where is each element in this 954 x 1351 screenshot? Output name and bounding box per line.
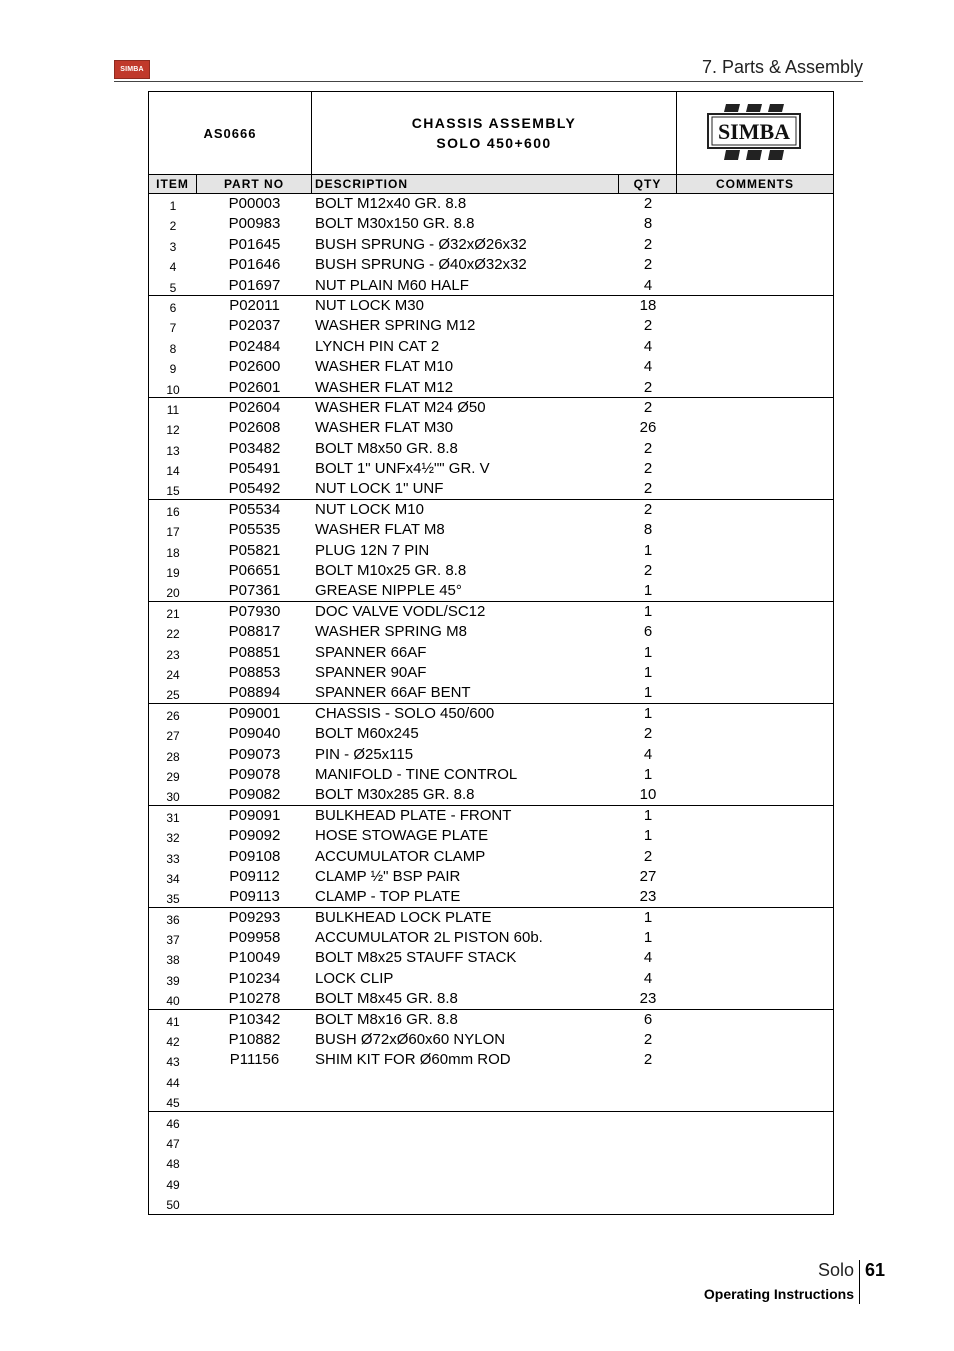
part-description: LOCK CLIP: [315, 969, 394, 987]
header-logo: [114, 60, 150, 79]
part-qty: 2: [643, 847, 653, 865]
column-header-part-no: PART NO: [197, 175, 312, 193]
table-row: [149, 969, 833, 989]
table-row: [149, 928, 833, 948]
table-row: [149, 500, 833, 520]
part-qty: 2: [643, 256, 653, 274]
part-description: NUT LOCK 1" UNF: [315, 480, 444, 498]
part-qty: 4: [643, 969, 653, 987]
part-number: P00983: [228, 215, 281, 233]
table-row: [149, 1112, 833, 1132]
table-row: [149, 622, 833, 642]
part-qty: 2: [643, 439, 653, 457]
item-number: 24: [166, 667, 180, 682]
part-qty: 1: [643, 806, 653, 824]
table-row: [149, 378, 833, 398]
item-number: 48: [166, 1157, 180, 1172]
part-qty: 1: [643, 582, 653, 600]
item-number: 45: [166, 1096, 180, 1111]
part-qty: 1: [643, 765, 653, 783]
table-row: [149, 541, 833, 561]
table-row: [149, 1050, 833, 1070]
item-number: 1: [169, 199, 177, 213]
simba-logo: [677, 92, 833, 174]
part-number: P09958: [228, 929, 281, 947]
table-row: [149, 214, 833, 234]
part-description: BOLT M30x150 GR. 8.8: [315, 215, 475, 233]
table-row: [149, 357, 833, 377]
part-number: P02037: [228, 317, 281, 335]
item-number: 25: [166, 688, 180, 703]
part-number: P01645: [228, 235, 281, 253]
part-number: P01646: [228, 256, 281, 274]
assembly-title: [312, 92, 677, 174]
part-description: BUSH Ø72xØ60x60 NYLON: [315, 1031, 506, 1049]
assembly-title-line2: SOLO 450+600: [436, 135, 552, 151]
item-number: 3: [169, 239, 177, 254]
header-divider: [114, 81, 863, 82]
part-qty: 23: [639, 888, 657, 906]
table-row: [149, 704, 833, 724]
part-number: P08817: [228, 623, 281, 641]
part-description: HOSE STOWAGE PLATE: [315, 827, 489, 845]
table-row: [149, 602, 833, 622]
part-description: SHIM KIT FOR Ø60mm ROD: [315, 1051, 511, 1069]
part-description: NUT LOCK M10: [315, 500, 424, 518]
table-row: [149, 806, 833, 826]
part-number: P09108: [228, 847, 281, 865]
part-qty: 2: [643, 378, 653, 396]
part-description: ACCUMULATOR 2L PISTON 60b.: [315, 929, 543, 947]
table-row: [149, 1091, 833, 1111]
part-description: BULKHEAD PLATE - FRONT: [315, 806, 512, 824]
part-description: WASHER FLAT M10: [315, 358, 454, 376]
table-row: [149, 459, 833, 479]
item-number: 7: [169, 321, 177, 336]
item-number: 49: [166, 1177, 180, 1192]
part-description: NUT LOCK M30: [315, 296, 424, 314]
part-number: P08851: [228, 643, 281, 661]
item-number: 15: [166, 484, 180, 499]
table-row: [149, 663, 833, 683]
part-description: LYNCH PIN CAT 2: [315, 337, 440, 355]
item-number: 37: [166, 933, 180, 948]
part-qty: 18: [639, 296, 657, 314]
assembly-title-line1: CHASSIS ASSEMBLY: [411, 115, 577, 131]
part-number: P10278: [228, 990, 281, 1008]
table-row: [149, 235, 833, 255]
table-row: [149, 643, 833, 663]
part-qty: 2: [643, 562, 653, 580]
part-number: P05535: [228, 521, 281, 539]
item-number: 19: [166, 566, 180, 581]
item-number: 2: [169, 219, 177, 234]
part-number: P08894: [228, 684, 281, 702]
table-row: [149, 194, 833, 214]
item-number: 47: [166, 1136, 180, 1151]
table-row: [149, 398, 833, 418]
part-qty: 1: [643, 663, 653, 681]
part-number: P09091: [228, 806, 281, 824]
table-body: [149, 194, 833, 1214]
part-description: BUSH SPRUNG - Ø40xØ32x32: [315, 256, 527, 274]
table-row: [149, 255, 833, 275]
item-number: 18: [166, 545, 180, 560]
part-number: P10049: [228, 949, 281, 967]
part-number: P09082: [228, 786, 281, 804]
item-number: 23: [166, 647, 180, 662]
table-row: [149, 276, 833, 296]
item-number: 30: [166, 790, 180, 805]
part-qty: 1: [643, 929, 653, 947]
part-description: WASHER FLAT M8: [315, 521, 445, 539]
part-qty: 8: [643, 215, 653, 233]
table-row: [149, 1010, 833, 1030]
part-description: SPANNER 66AF: [315, 643, 427, 661]
table-row: [149, 581, 833, 601]
part-qty: 4: [643, 358, 653, 376]
part-number: P07930: [228, 602, 281, 620]
part-number: P02608: [228, 419, 281, 437]
part-qty: 1: [643, 908, 653, 926]
item-number: 20: [166, 586, 180, 601]
part-description: WASHER FLAT M12: [315, 378, 454, 396]
part-description: BOLT M12x40 GR. 8.8: [315, 195, 467, 212]
part-number: P09112: [229, 867, 280, 885]
part-description: MANIFOLD - TINE CONTROL: [315, 765, 518, 783]
part-qty: 2: [643, 195, 653, 212]
part-qty: 23: [639, 990, 657, 1008]
part-number: P09073: [228, 745, 281, 763]
part-description: BOLT M8x45 GR. 8.8: [315, 990, 458, 1008]
part-qty: 4: [643, 949, 653, 967]
part-number: P09078: [228, 765, 281, 783]
part-qty: 1: [643, 704, 653, 722]
section-title: 7. Parts & Assembly: [701, 57, 863, 77]
item-number: 42: [166, 1035, 180, 1050]
part-description: BOLT M8x16 GR. 8.8: [315, 1010, 458, 1028]
part-description: BUSH SPRUNG - Ø32xØ26x32: [315, 235, 527, 253]
part-qty: 2: [643, 317, 653, 335]
part-description: SPANNER 90AF: [315, 663, 427, 681]
part-number: P05821: [228, 541, 281, 559]
part-description: BOLT 1" UNFx4½"" GR. V: [315, 460, 490, 478]
part-description: WASHER FLAT M24 Ø50: [315, 398, 486, 416]
table-row: [149, 1030, 833, 1050]
part-number: P02600: [228, 358, 281, 376]
table-row: [149, 867, 833, 887]
item-number: 31: [166, 810, 180, 825]
footer-divider: [859, 1260, 860, 1304]
part-number: P10882: [228, 1031, 281, 1049]
part-description: WASHER SPRING M8: [315, 623, 467, 641]
part-qty: 2: [643, 1051, 653, 1069]
table-row: [149, 765, 833, 785]
item-number: 12: [166, 423, 180, 438]
part-qty: 8: [643, 521, 653, 539]
parts-table: [148, 91, 834, 1215]
part-description: CLAMP - TOP PLATE: [315, 888, 461, 906]
table-row: [149, 724, 833, 744]
part-number: P09092: [228, 827, 281, 845]
part-number: P10342: [228, 1010, 281, 1028]
table-row: [149, 847, 833, 867]
part-qty: 6: [643, 623, 653, 641]
table-row: [149, 683, 833, 703]
page-number: 61: [865, 1260, 886, 1280]
part-number: P09040: [228, 725, 281, 743]
item-number: 29: [166, 769, 180, 784]
table-row: [149, 1193, 833, 1213]
item-number: 26: [166, 708, 180, 723]
column-header-description: DESCRIPTION: [312, 175, 619, 193]
part-description: NUT PLAIN M60 HALF: [315, 276, 469, 294]
part-number: P10234: [228, 969, 281, 987]
part-number: P06651: [228, 562, 281, 580]
item-number: 34: [166, 871, 180, 886]
item-number: 13: [166, 443, 180, 458]
table-row: [149, 316, 833, 336]
title-block: [149, 92, 833, 174]
part-number: P02484: [228, 337, 281, 355]
header-logo-text: SIMBA: [120, 66, 144, 73]
part-qty: 4: [643, 745, 653, 763]
part-number: P05491: [228, 460, 281, 478]
item-number: 22: [166, 627, 180, 642]
item-number: 36: [166, 912, 180, 927]
part-description: GREASE NIPPLE 45°: [315, 582, 462, 600]
table-row: [149, 887, 833, 907]
table-row: [149, 337, 833, 357]
part-number: P05534: [228, 500, 281, 518]
item-number: 40: [166, 994, 180, 1009]
item-number: 39: [166, 973, 180, 988]
column-header-comments: COMMENTS: [716, 177, 794, 191]
item-number: 11: [166, 402, 180, 417]
part-number: P09001: [228, 704, 281, 722]
table-row: [149, 296, 833, 316]
part-qty: 2: [643, 398, 653, 416]
simba-logo-graphic: [706, 102, 804, 164]
table-row: [149, 418, 833, 438]
part-qty: 27: [639, 867, 657, 885]
part-description: BOLT M10x25 GR. 8.8: [315, 562, 467, 580]
table-row: [149, 908, 833, 928]
part-number: P01697: [228, 276, 281, 294]
table-row: [149, 1071, 833, 1091]
simba-logo-text: SIMBA: [717, 119, 791, 144]
table-row: [149, 948, 833, 968]
part-qty: 2: [643, 480, 653, 498]
part-description: PLUG 12N 7 PIN: [315, 541, 430, 559]
part-qty: 2: [643, 725, 653, 743]
table-row: [149, 826, 833, 846]
part-number: P02601: [228, 378, 281, 396]
item-number: 17: [166, 525, 180, 540]
item-number: 38: [166, 953, 180, 968]
table-row: [149, 561, 833, 581]
item-number: 28: [166, 749, 180, 764]
part-description: WASHER FLAT M30: [315, 419, 454, 437]
item-number: 9: [169, 362, 177, 377]
table-row: [149, 1132, 833, 1152]
footer-product: Solo: [817, 1260, 854, 1280]
part-number: P08853: [228, 663, 281, 681]
part-qty: 2: [643, 500, 653, 518]
part-description: BOLT M30x285 GR. 8.8: [315, 786, 475, 804]
part-number: P09113: [229, 888, 280, 906]
part-qty: 1: [643, 684, 653, 702]
part-qty: 26: [639, 419, 657, 437]
part-qty: 1: [643, 541, 653, 559]
part-qty: 10: [639, 786, 657, 804]
part-number: P09293: [228, 908, 281, 926]
item-number: 16: [166, 504, 180, 519]
part-number: P03482: [228, 439, 281, 457]
item-number: 50: [166, 1198, 180, 1213]
table-row: [149, 439, 833, 459]
part-qty: 2: [643, 460, 653, 478]
item-number: 32: [166, 831, 180, 846]
part-description: BOLT M60x245: [315, 725, 419, 743]
part-description: SPANNER 66AF BENT: [315, 684, 471, 702]
part-description: PIN - Ø25x115: [315, 745, 414, 763]
column-header-item: ITEM: [149, 175, 197, 193]
part-number: P11156: [229, 1051, 280, 1069]
part-description: DOC VALVE VODL/SC12: [315, 602, 486, 620]
part-number: P05492: [228, 480, 281, 498]
part-number: P02011: [229, 296, 280, 314]
assembly-code: AS0666: [149, 92, 312, 174]
table-header: [149, 174, 833, 194]
item-number: 14: [166, 464, 180, 479]
item-number: 33: [166, 851, 180, 866]
item-number: 21: [166, 606, 180, 621]
item-number: 35: [166, 892, 180, 907]
part-qty: 2: [643, 1031, 653, 1049]
part-description: CHASSIS - SOLO 450/600: [315, 704, 495, 722]
part-description: CLAMP ½" BSP PAIR: [315, 867, 461, 885]
item-number: 8: [169, 341, 177, 356]
table-row: [149, 479, 833, 499]
item-number: 6: [169, 300, 177, 315]
part-qty: 1: [643, 602, 653, 620]
item-number: 4: [169, 260, 177, 275]
footer-subtitle: Operating Instructions: [703, 1286, 854, 1302]
item-number: 46: [166, 1116, 180, 1131]
table-row: [149, 989, 833, 1009]
item-number: 43: [166, 1055, 180, 1070]
part-description: WASHER SPRING M12: [315, 317, 476, 335]
item-number: 44: [166, 1075, 180, 1090]
item-number: 10: [166, 382, 180, 397]
table-row: [149, 520, 833, 540]
item-number: 41: [166, 1014, 180, 1029]
column-header-qty: QTY: [619, 175, 677, 193]
part-qty: 4: [643, 337, 653, 355]
part-number: P02604: [228, 398, 281, 416]
part-qty: 1: [643, 827, 653, 845]
part-qty: 2: [643, 235, 653, 253]
part-description: BOLT M8x50 GR. 8.8: [315, 439, 458, 457]
item-number: 5: [169, 280, 177, 295]
part-description: ACCUMULATOR CLAMP: [315, 847, 486, 865]
part-number: P00003: [228, 195, 281, 212]
part-description: BULKHEAD LOCK PLATE: [315, 908, 492, 926]
item-number: 27: [166, 729, 180, 744]
part-number: P07361: [228, 582, 281, 600]
part-qty: 6: [643, 1010, 653, 1028]
table-row: [149, 745, 833, 765]
part-description: BOLT M8x25 STAUFF STACK: [315, 949, 517, 967]
table-row: [149, 785, 833, 805]
part-qty: 1: [643, 643, 653, 661]
part-qty: 4: [643, 276, 653, 294]
table-row: [149, 1152, 833, 1172]
table-row: [149, 1173, 833, 1193]
